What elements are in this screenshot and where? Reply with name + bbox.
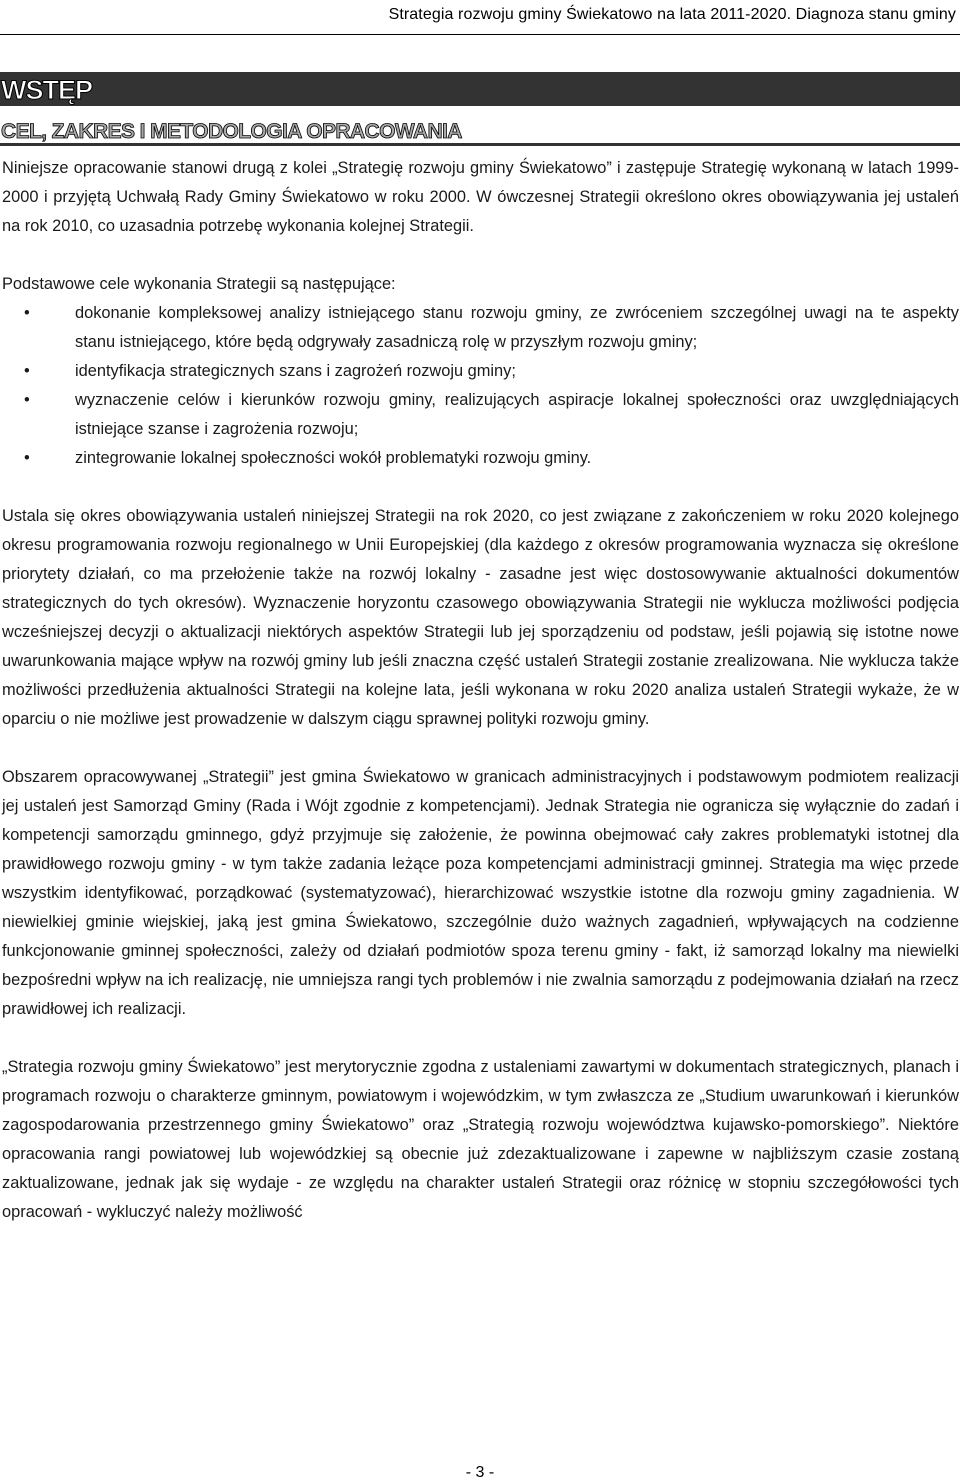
subsection-title: CEL, ZAKRES I METODOLOGIA OPRACOWANIA: [1, 120, 462, 143]
paragraph-consistency: „Strategia rozwoju gminy Świekatowo” jest merytorycznie zgodna z ustaleniami zawartymi w dokumentach strategicznych, planach i programach rozwoju o charakterze gminnym, powiatowym i wojewódzkim, w tym zwłaszcza ze „Studium uwarunkowań i kierunków zagospodarowania przestrzennego gminy Świekatowo” oraz „Strategią rozwoju województwa kujawsko-pomorskiego”. Niektóre opracowania rangi powiatowej lub wojewódzkiej są obecnie już zdezaktualizowane i zapewne w najbliższym czasie zostaną zaktualizowane, jednak jak się wydaje - ze względu na charakter ustaleń Strategii oraz różnicę w stopniu szczegółowości tych opracowań - wykluczyć należy możliwość: [2, 1058, 959, 1221]
list-item: • dokonanie kompleksowej analizy istniejącego stanu rozwoju gminy, ze zwróceniem szczególnej uwagi na te aspekty stanu istniejącego, które będą odgrywały zasadniczą rolę w przyszłym rozwoju gminy;: [2, 299, 959, 357]
section-title: WSTĘP: [1, 75, 93, 105]
list-item: • identyfikacja strategicznych szans i zagrożeń rozwoju gminy;: [2, 357, 959, 386]
paragraph-scope: Obszarem opracowywanej „Strategii” jest gmina Świekatowo w granicach administracyjnych i podstawowym podmiotem realizacji jej ustaleń jest Samorząd Gminy (Rada i Wójt zgodnie z kompetencjami). Jednak Strategia nie ogranicza się wyłącznie do zadań i kompetencji samorządu gminnego, gdyż przyjmuje się założenie, że powinna obejmować cały zakres problematyki istotnej dla prawidłowego rozwoju gminy - w tym także zadania leżące poza kompetencjami administracji gminnej. Strategia ma więc przede wszystkim identyfikować, porządkować (systematyzować), hierarchizować wszystkie istotne dla rozwoju gminy zagadnienia. W niewielkiej gminie wiejskiej, jaką jest gmina Świekatowo, szczególnie dużo ważnych zagadnień, wpływających na codzienne funkcjonowanie gminnej społeczności, zależy od działań podmiotów spoza terenu gminy - fakt, iż samorząd lokalny ma niewielki bezpośredni wpływ na ich realizację, nie umniejsza rangi tych problemów i nie zwalnia samorządu z podejmowania działań na rzecz prawidłowej ich realizacji.: [2, 768, 959, 1018]
goals-list: [2, 299, 959, 473]
header-rule: [0, 34, 960, 35]
subsection-underline: [0, 143, 960, 146]
section-title-bar: [0, 72, 960, 106]
document-body: [2, 154, 959, 1227]
list-item: • zintegrowanie lokalnej społeczności wokół problematyki rozwoju gminy.: [2, 444, 959, 473]
list-item: • wyznaczenie celów i kierunków rozwoju gminy, realizujących aspiracje lokalnej społeczności oraz uwzględniających istniejące szanse i zagrożenia rozwoju;: [2, 386, 959, 444]
running-header: Strategia rozwoju gminy Świekatowo na lata 2011-2020. Diagnoza stanu gminy: [388, 6, 956, 23]
goals-intro: Podstawowe cele wykonania Strategii są następujące:: [2, 275, 396, 293]
page-number: - 3 -: [465, 1464, 495, 1481]
paragraph-validity: Ustala się okres obowiązywania ustaleń niniejszej Strategii na rok 2020, co jest związane z zakończeniem w roku 2020 kolejnego okresu programowania rozwoju regionalnego w Unii Europejskiej (dla każdego z okresów programowania wyznacza się określone priorytety działań, co ma przełożenie także na rozwój lokalny - zasadne jest więc dostosowywanie aktualności dokumentów strategicznych do tych okresów). Wyznaczenie horyzontu czasowego obowiązywania Strategii nie wyklucza możliwości podjęcia wcześniejszej decyzji o aktualizacji niektórych aspektów Strategii lub jej sporządzeniu od podstaw, jeśli pojawią się istotne nowe uwarunkowania mające wpływ na rozwój gminy lub jeśli znaczna część ustaleń Strategii zostanie zrealizowana. Nie wyklucza także możliwości przedłużenia aktualności Strategii na kolejne lata, jeśli wykonana w roku 2020 analiza ustaleń Strategii wykaże, że w oparciu o nie możliwe jest prowadzenie w dalszym ciągu sprawnej polityki rozwoju gminy.: [2, 507, 959, 728]
paragraph-intro: Niniejsze opracowanie stanowi drugą z kolei „Strategię rozwoju gminy Świekatowo” i zastępuje Strategię wykonaną w latach 1999-2000 i przyjętą Uchwałą Rady Gminy Świekatowo w roku 2000. W ówczesnej Strategii określono okres obowiązywania jej ustaleń na rok 2010, co uzasadnia potrzebę wykonania kolejnej Strategii.: [2, 159, 959, 235]
